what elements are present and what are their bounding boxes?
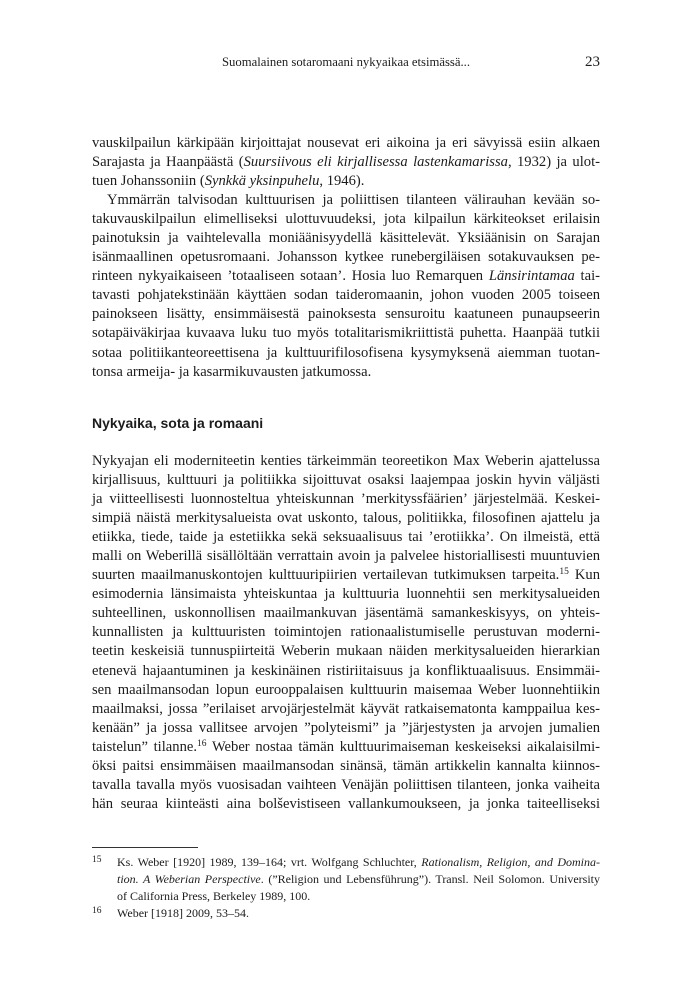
text-line bbox=[92, 471, 600, 490]
text-segment: Ymmärrän talvisodan kulttuurisen ja poliittisen tilanteen välirauhan kevään so- bbox=[107, 191, 600, 208]
text-segment: sotaa politiikanteoreettisena ja kulttuurifilosofisena kysymyksenä aiemman tuotan- bbox=[92, 344, 600, 361]
text-line bbox=[92, 248, 600, 267]
text-segment: teetin keskeisiä tunnuspiirteitä Weberin mukaan näiden merkitysalueiden hierarkian bbox=[92, 643, 600, 660]
text-segment: Weber [1918] 2009, 53–54. bbox=[117, 905, 250, 920]
footnote bbox=[92, 854, 600, 905]
text-line bbox=[92, 719, 600, 738]
text-line bbox=[92, 585, 600, 604]
footnote-number: 15 bbox=[92, 854, 102, 865]
text-segment: Nykyajan eli moderniteetin kenties tärkeimmän teoreetikon Max Weberin ajattelussa bbox=[92, 452, 600, 469]
text-segment: kirjallisuus, kulttuuri ja politiikka sijoittuvat osaksi laajempaa joskin hyvin väljästi bbox=[92, 471, 600, 488]
text-segment: simpiä näistä merkitysalueista ovat uskonto, talous, politiikka, filosofinen ajattelu ja bbox=[92, 509, 600, 526]
text-line bbox=[92, 191, 600, 210]
text-segment: . (”Religion und Lebensführung”). Transl. Neil Solomon. University bbox=[260, 871, 600, 886]
text-segment: ja viitteellisesti luonnosteltua yhteiskunnan ’merkityssfäärien’ järjestelmää. Keskei- bbox=[92, 490, 600, 507]
text-line bbox=[117, 871, 600, 888]
italic-text: Synkkä yksinpuhelu bbox=[204, 172, 320, 189]
footnote-text bbox=[117, 905, 600, 922]
footnote-text bbox=[117, 854, 600, 905]
section-heading: Nykyaika, sota ja romaani bbox=[92, 415, 264, 431]
footnote-number: 16 bbox=[92, 905, 102, 916]
text-segment: painotuksin ja vaihtelevalla moniäänisyydellä käsittelevät. Yksiäänisin on Sarajan bbox=[92, 229, 600, 246]
text-segment: , 1932) ja ulot- bbox=[507, 153, 600, 170]
text-line bbox=[92, 490, 600, 509]
text-segment: tuen Johanssoniin ( bbox=[92, 172, 205, 189]
footnote bbox=[92, 905, 600, 922]
text-line bbox=[117, 905, 600, 922]
text-segment: tai- bbox=[574, 268, 600, 285]
text-line bbox=[92, 267, 600, 286]
page-number: 23 bbox=[585, 54, 600, 70]
text-line bbox=[92, 344, 600, 363]
text-line bbox=[117, 854, 600, 871]
text-line bbox=[92, 324, 600, 343]
text-line bbox=[92, 210, 600, 229]
text-segment: hän seuraa kiinteästi aina bolševistiseen vallankumoukseen, ja jonka taiteelliseksi bbox=[92, 796, 600, 813]
text-segment: painokseen lisätty, ensimmäisestä painoksesta sensuroitu kaatuneen punaupseerin bbox=[92, 306, 600, 323]
text-segment: tavasti pohjatekstinään käyttäen sodan taideromaanin, johon vuoden 2005 toiseen bbox=[92, 287, 600, 304]
italic-text: Länsirintamaa bbox=[488, 268, 575, 285]
text-segment: tonsa armeija- ja kasarmikuvausten jatkumossa. bbox=[92, 363, 372, 380]
text-segment: Sarajasta ja Haanpäästä ( bbox=[92, 153, 244, 170]
text-line bbox=[92, 305, 600, 324]
text-line bbox=[92, 700, 600, 719]
body-text-before-heading bbox=[92, 134, 600, 382]
running-title: Suomalainen sotaromaani nykyaikaa etsimässä... bbox=[221, 55, 471, 69]
text-segment: malli on Weberillä sisällöltään verrattain avoin ja palvelee historiallisesti muuntuvien bbox=[92, 547, 600, 564]
text-line bbox=[92, 642, 600, 661]
text-segment: takuvauskilpailun elimelliseksi ulottuvuudeksi, jota kilpailun kärkiteokset erilaisin bbox=[92, 210, 600, 227]
footnotes bbox=[92, 854, 600, 922]
text-segment: tavalla tavalla myös vuosisadan vaihteen Venäjän poliittisen tilanteen, jonka vaiheita bbox=[92, 777, 600, 794]
text-segment: öksi paitsi ensimmäisen maailmansodan sinänsä, tämän artikkelin kannalta kiinnos- bbox=[92, 758, 600, 774]
text-segment: vauskilpailun kärkipään kirjoittajat nousevat eri aikoina ja eri sävyissä esiin alkaen bbox=[92, 134, 600, 151]
italic-text: tion. A Weberian Perspective bbox=[117, 871, 261, 886]
paragraph bbox=[92, 134, 600, 191]
text-segment: etenevä hajaantuminen ja keskinäinen ristiriitaisuus ja konfliktuaalisuus. Ensimmäi- bbox=[92, 662, 600, 679]
italic-text: Rationalism, Religion, and Domina- bbox=[421, 854, 600, 869]
text-segment: , 1946). bbox=[319, 172, 365, 189]
text-line bbox=[92, 681, 600, 700]
text-segment: rinteen nykyaikaiseen ’totaaliseen sotaan’. Hosia luo Remarquen bbox=[92, 268, 489, 285]
text-segment: suurten maailmanuskontojen kulttuuripiirien vertailevan tutkimuksen tarpeita. bbox=[92, 567, 560, 584]
text-segment: etiikka, tiede, taide ja estetiikka sekä seksuaalisuus tai ’erotiikka’. On ilmeistä, että bbox=[92, 528, 600, 545]
text-segment: Ks. Weber [1920] 1989, 139–164; vrt. Wolfgang Schluchter, bbox=[117, 854, 422, 869]
text-segment: Kun bbox=[568, 567, 600, 584]
paragraph bbox=[92, 452, 600, 815]
text-segment: kenään” ja jossa vallitsee arvojen ”polyteismi” ja ”järjestysten ja arvojen jumalien bbox=[92, 719, 600, 736]
running-header bbox=[92, 53, 600, 71]
footnote-reference: 15 bbox=[559, 567, 569, 578]
text-line bbox=[92, 229, 600, 248]
text-line bbox=[92, 566, 600, 585]
text-segment: esimodernia länsimaista yhteiskuntaa ja kulttuuria luonnehtii sen merkitysalueiden bbox=[92, 586, 600, 603]
text-line bbox=[92, 604, 600, 623]
text-line bbox=[92, 528, 600, 547]
text-line bbox=[92, 662, 600, 681]
text-line bbox=[92, 153, 600, 172]
text-line bbox=[92, 286, 600, 305]
text-line bbox=[117, 888, 600, 905]
text-line bbox=[92, 509, 600, 528]
text-segment: Weber nostaa tämän kulttuurimaiseman keskeiseksi aikalaisilmi- bbox=[206, 738, 600, 755]
text-line bbox=[92, 757, 600, 776]
text-line bbox=[92, 776, 600, 795]
text-line bbox=[92, 172, 600, 191]
text-line bbox=[92, 738, 600, 757]
text-segment: sotapäiväkirjaa kuvaava luku tuo myös totalitarismikriittistä puhetta. Haanpää tutkii bbox=[92, 325, 600, 342]
body-text-after-heading bbox=[92, 452, 600, 815]
text-line bbox=[92, 452, 600, 471]
text-line bbox=[92, 795, 600, 814]
text-segment: maailmaksi, jossa ”erilaiset arvojärjestelmät käyvät ratkaisematonta kamppailua kes- bbox=[92, 700, 600, 717]
text-segment: kunnallisten ja kulttuuristen toimintojen rationaalistumiselle perustuvan moderni- bbox=[92, 624, 600, 641]
text-segment: suhteellinen, uskonnollisen maailmankuvan jäsentämä samankeskisyys, on yhteis- bbox=[92, 605, 600, 622]
text-line bbox=[92, 623, 600, 642]
text-line bbox=[92, 547, 600, 566]
text-segment: taistelun” tilanne. bbox=[92, 738, 197, 755]
text-line bbox=[92, 363, 600, 382]
footnote-reference: 16 bbox=[197, 738, 207, 749]
text-segment: isänmaallinen opetusromaani. Johansson kytkee runebergiläisen sotakuvauksen pe- bbox=[92, 249, 600, 266]
text-line bbox=[92, 134, 600, 153]
text-segment: of California Press, Berkeley 1989, 100. bbox=[117, 888, 311, 903]
italic-text: Suursiivous eli kirjallisessa lastenkamarissa bbox=[243, 153, 508, 170]
text-segment: sen maailmansodan lopun eurooppalaisen kulttuurin maisemaa Weber luonnehtiikin bbox=[92, 681, 600, 698]
footnote-separator-rule bbox=[92, 847, 198, 848]
paragraph bbox=[92, 191, 600, 382]
